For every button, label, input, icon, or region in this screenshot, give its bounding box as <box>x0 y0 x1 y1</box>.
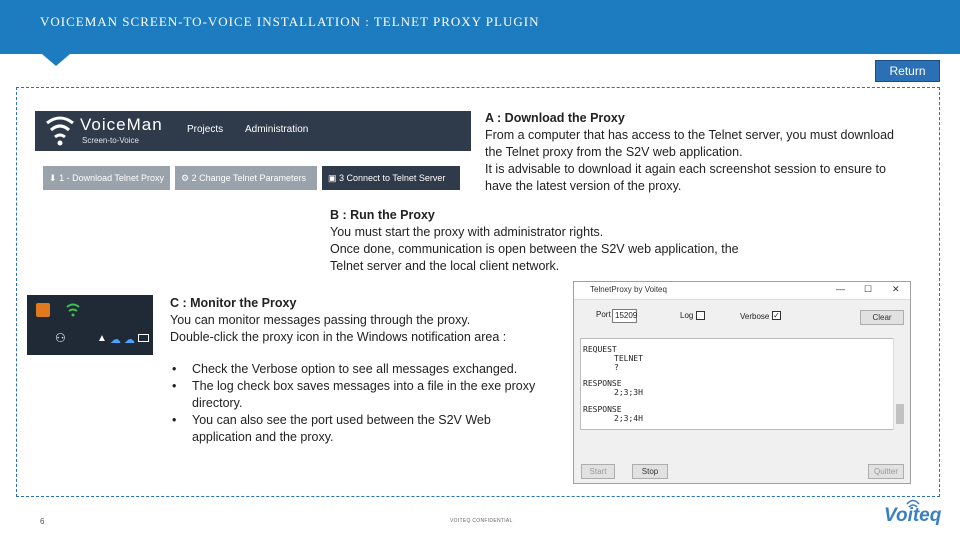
gear-icon: ⚙ <box>181 173 190 183</box>
header-notch <box>42 54 70 66</box>
log-area[interactable] <box>580 338 905 430</box>
bullet-item: • The log check box saves messages into a file in the exe proxy directory. <box>170 378 540 412</box>
bullet-item: • You can also see the port used between the S2V Web application and the proxy. <box>170 412 550 446</box>
connect-telnet-button[interactable] <box>322 166 460 190</box>
change-telnet-params-button[interactable] <box>175 166 317 190</box>
section-c-heading: C : Monitor the Proxy <box>170 296 297 310</box>
section-a-heading: A : Download the Proxy <box>485 111 625 125</box>
log-line: REQUEST <box>583 345 617 354</box>
voiteq-logo-text: Voiteq <box>884 505 942 526</box>
battery-icon <box>138 334 149 342</box>
monitor-icon: ▣ <box>328 173 337 183</box>
window-title: TelnetProxy by Voiteq <box>590 285 667 294</box>
download-proxy-button[interactable] <box>43 166 170 190</box>
header-bar <box>0 0 960 54</box>
nav-administration[interactable]: Administration <box>245 124 309 135</box>
voiceman-navbar <box>35 111 471 151</box>
clear-button[interactable]: Clear <box>860 310 904 325</box>
section-c <box>170 295 570 346</box>
log-line: 2;3;3H <box>614 388 643 397</box>
voiceman-brand: VoiceMan <box>80 115 163 134</box>
voiteq-logo <box>884 505 941 527</box>
cloud-icon: ☁ <box>110 334 121 346</box>
log-line: TELNET <box>614 354 643 363</box>
section-b-line: You must start the proxy with administrator rights. <box>330 225 604 239</box>
log-label: Log <box>680 311 694 320</box>
bullet-item: • Check the Verbose option to see all messages exchanged. <box>170 361 570 378</box>
port-label: Port <box>596 310 611 319</box>
page-number: 6 <box>40 517 45 526</box>
connect-telnet-label: 3 Connect to Telnet Server <box>339 173 446 183</box>
quit-button[interactable]: Quitter <box>868 464 904 479</box>
window-titlebar <box>574 282 910 300</box>
maximize-icon[interactable]: ☐ <box>864 284 873 294</box>
log-checkbox[interactable] <box>696 311 705 320</box>
onedrive-icon: ☁ <box>124 334 135 346</box>
scrollbar-thumb[interactable] <box>896 404 904 424</box>
download-icon: ⬇ <box>49 173 57 183</box>
close-icon[interactable]: ✕ <box>892 284 900 294</box>
verbose-label: Verbose <box>740 312 770 321</box>
windows-tray-screenshot <box>27 295 153 355</box>
section-b-line: Once done, communication is open between the S2V web application, the <box>330 242 739 256</box>
section-b-heading: B : Run the Proxy <box>330 208 435 222</box>
section-b <box>330 207 810 275</box>
stop-button[interactable]: Stop <box>632 464 668 479</box>
log-line: RESPONSE <box>583 379 622 388</box>
section-b-line: Telnet server and the local client network. <box>330 259 560 273</box>
section-c-bullets <box>170 361 570 446</box>
proxy-tray-icon[interactable] <box>65 303 81 317</box>
log-line: ? <box>614 363 619 372</box>
start-button[interactable]: Start <box>581 464 615 479</box>
log-scrollbar[interactable] <box>893 338 905 430</box>
section-a-line: From a computer that has access to the Telnet server, you must download <box>485 128 895 142</box>
voiteq-waves-icon <box>906 499 920 509</box>
section-a-line: have the latest version of the proxy. <box>485 179 682 193</box>
download-proxy-label: 1 - Download Telnet Proxy <box>59 173 164 183</box>
return-button[interactable]: Return <box>875 60 940 82</box>
confidential-label: VOITEQ CONFIDENTIAL <box>450 518 513 524</box>
port-input[interactable]: 15209 <box>612 309 637 323</box>
change-telnet-params-label: 2 Change Telnet Parameters <box>191 173 306 183</box>
people-icon: ⚇ <box>55 331 66 345</box>
section-a-line: It is advisable to download it again each screenshot session to ensure to <box>485 162 886 176</box>
verbose-checkbox[interactable]: ✓ <box>773 311 780 320</box>
voiceman-screenshot <box>35 111 471 195</box>
minimize-icon[interactable]: — <box>836 284 845 294</box>
log-line: 2;3;4H <box>614 414 643 423</box>
log-line: RESPONSE <box>583 405 622 414</box>
section-c-line: You can monitor messages passing through the proxy. <box>170 313 471 327</box>
section-c-line: Double-click the proxy icon in the Windows notification area : <box>170 330 507 344</box>
voiceman-logo-icon <box>43 115 77 147</box>
voiceman-brand-sub: Screen-to-Voice <box>82 136 139 145</box>
chevron-up-icon[interactable]: ▲ <box>97 333 107 344</box>
app-tray-icon <box>36 303 50 317</box>
page-title: VOICEMAN SCREEN-TO-VOICE INSTALLATION : TELNET PROXY PLUGIN <box>40 14 540 29</box>
section-a-line: the Telnet proxy from the S2V web application. <box>485 145 743 159</box>
section-a <box>485 110 950 195</box>
nav-projects[interactable]: Projects <box>187 124 224 135</box>
